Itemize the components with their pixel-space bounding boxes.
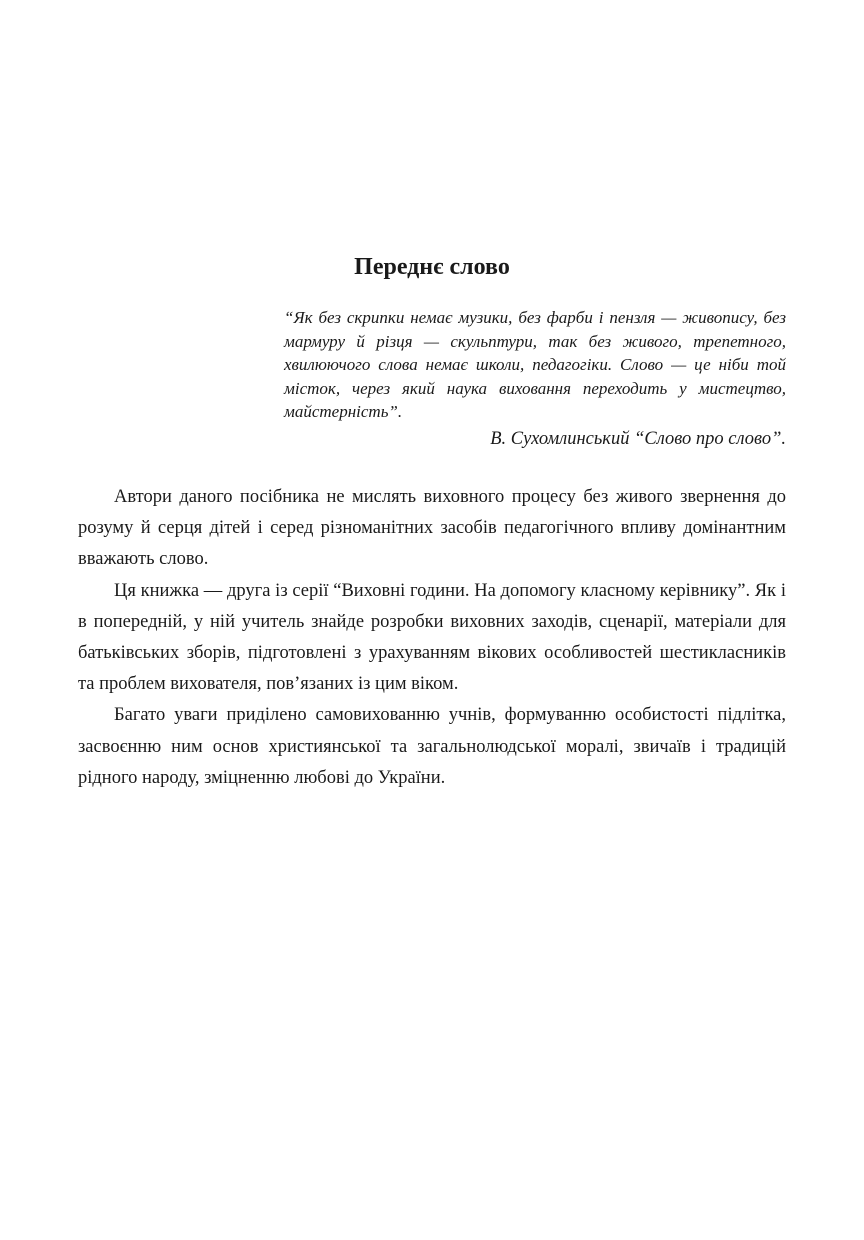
epigraph-source: В. Сухомлинський “Слово про слово”. (490, 429, 786, 449)
paragraph: Ця книжка — друга із серії “Виховні години. На допомогу класному керівнику”. Як і в попередній, у ній учитель знайде розробки виховних заходів, сценарії, матеріали для батьківських зборів, підготовлені з урахуванням вікових особливостей шестикласників та проблем вихователя, пов’язаних із цим віком. (78, 580, 786, 695)
paragraph: Багато уваги приділено самовихованню учнів, формуванню особистості підлітка, засвоєнню ним основ християнської та загальнолюдської моралі, звичаїв і традицій рідного народу, зміцненню любові до України. (78, 705, 786, 788)
body-text (78, 482, 786, 794)
epigraph-quote: “Як без скрипки немає музики, без фарби і пензля — живопису, без мармуру й різця — скульптури, так без живого, трепетного, хвилюючого слова немає школи, педагогіки. Слово — це ніби той місток, через який наука виховання переходить у мистецтво, майстерність”. (284, 308, 786, 422)
paragraph: Автори даного посібника не мислять виховного процесу без живого звернення до розуму й серця дітей і серед різноманітних засобів педагогічного впливу домінантним вважають слово. (78, 487, 786, 570)
page-title: Переднє слово (354, 254, 510, 280)
